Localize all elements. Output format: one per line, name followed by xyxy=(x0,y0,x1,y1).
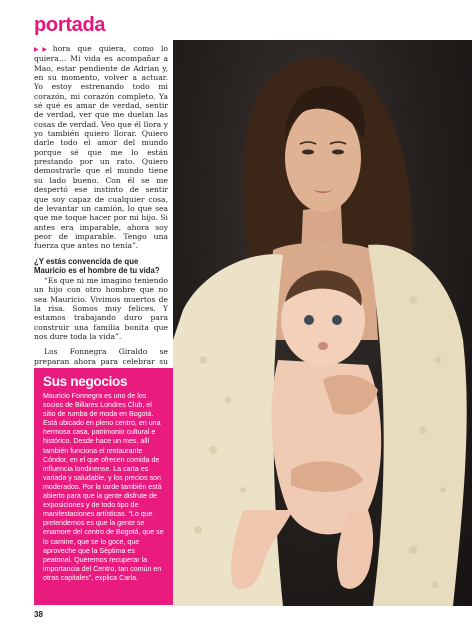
article-column xyxy=(34,44,168,375)
mother-and-baby-illustration xyxy=(173,40,472,606)
sidebar-box xyxy=(34,368,173,605)
article-paragraph-3: Los Fonnegra Giraldo se preparan ahora para celebrar su xyxy=(34,347,168,366)
sidebar-title: Sus negocios xyxy=(43,374,128,389)
article-paragraph-1-text: hora que quiera, como lo quiera… Mi vida es acompañar a Mao, estar pendiente de Adrian y, en su momento, volver a actuar. Yo estoy estrenando todo mi corazón, mi corazón completo. Ya sé qué es amar de verdad, sentir de verdad, ver que me duelan las cosas de verdad. Veo que él llora y yo también quiero llorar. Quiero darle todo el amor del mundo porque sé que me lo están prestando por un rato. Quiero demostrarle que el mundo tiene su lado bueno. Con él se me despertó ese instinto de sentir que soy capaz de cualquier cosa, de levantar un camión, lo que sea que me toque hacer por mi hijo. Si antes era imparable, ahora soy peor de imparable. Tengo una fuerza que antes no tenía”. xyxy=(34,44,168,251)
article-paragraph-2: “Es que ni me imagino teniendo un hijo con otro hombre que no sea Mauricio. Vivimos muertos de la risa. Somos muy felices. Y estamos trabajando duro para construir una familia bonita que nos dure toda la vida”. xyxy=(34,275,168,342)
continuation-arrows-icon: ▶▶ xyxy=(34,46,51,53)
cover-photo xyxy=(173,40,472,606)
page-number: 38 xyxy=(34,610,43,619)
interview-question: ¿Y estás convencida de que Mauricio es el hombre de tu vida? xyxy=(34,256,160,275)
sidebar-text: Mauricio Fonnegra es uno de los socios de Billares Londres Club, el sitio de rumba de moda en Bogotá. Está ubicado en pleno centro, en una hermosa casa, patrimonio cultural e histórico. Desde hace un mes, allí también funciona el restaurante Cóndor, en el que ofrecen comida de influencia londinense. La carta es variada y saludable, y los precios son moderados. Por la tarde también está abierto para que la gente disfrute de exposiciones y de todo tipo de manifestaciones artísticas. “Lo que pretendemos es que la gente se enamore del centro de Bogotá, que se lo camine, que se lo goce, que aproveche que la Séptima es peatonal. Queremos recuperar la importancia del Centro, tan común en otras capitales”, explica Carla. xyxy=(43,392,164,582)
article-paragraph xyxy=(34,44,168,251)
section-title: portada xyxy=(34,14,106,36)
